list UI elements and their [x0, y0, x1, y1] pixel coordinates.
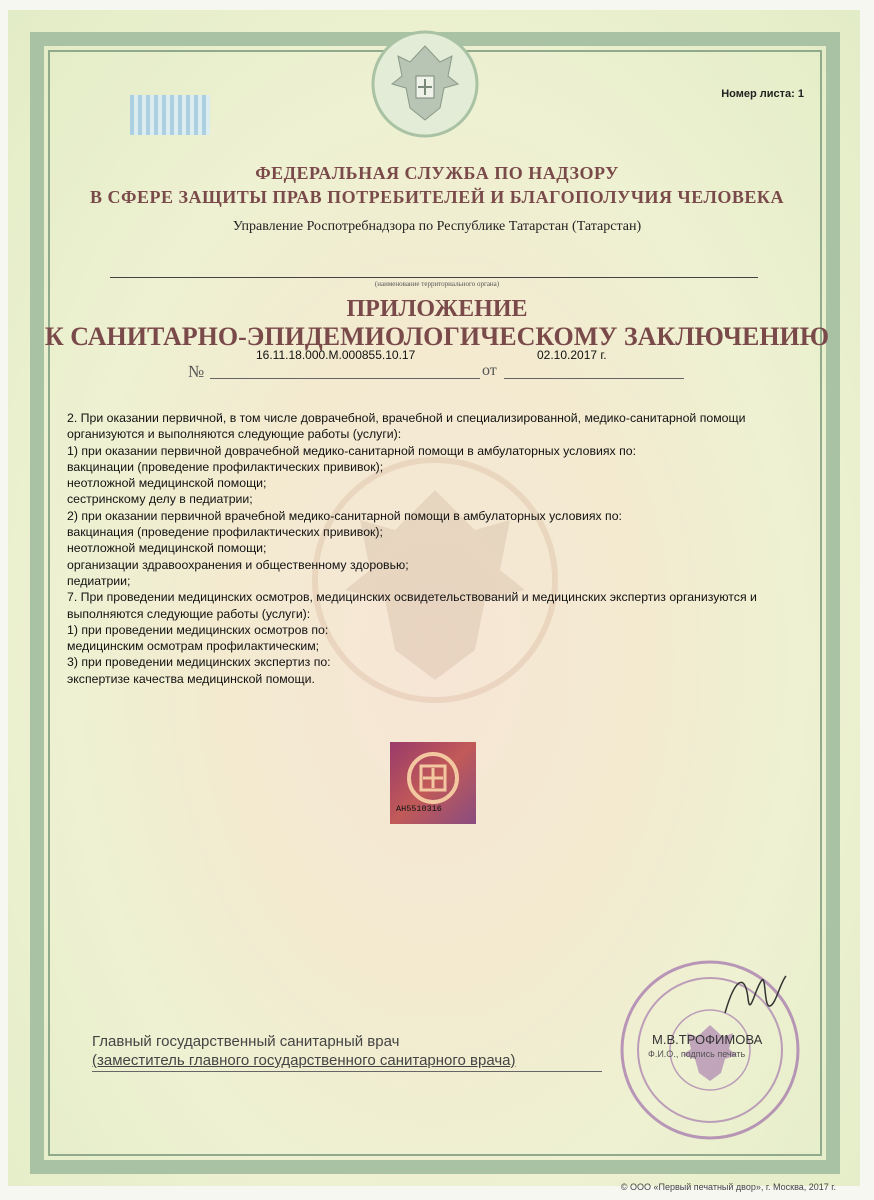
services-line: сестринскому делу в педиатрии;: [67, 492, 253, 507]
services-line: вакцинация (проведение профилактических прививок);: [67, 525, 383, 540]
services-line: 7. При проведении медицинских осмотров, медицинских освидетельствований и медицинских экспертиз организуются и: [67, 590, 757, 605]
services-line: неотложной медицинской помощи;: [67, 541, 267, 556]
services-line: выполняются следующие работы (услуги):: [67, 606, 311, 621]
services-line: организуются и выполняются следующие работы (услуги):: [67, 427, 402, 442]
date-label: от: [482, 362, 497, 379]
services-line: 2) при оказании первичной врачебной медико-санитарной помощи в амбулаторных условиях по:: [67, 508, 622, 523]
conclusion-date: 02.10.2017 г.: [537, 348, 607, 362]
services-line: 2. При оказании первичной, в том числе доврачебной, врачебной и специализированной, медико-санитарной помощи: [67, 411, 746, 425]
printer-credit: © ООО «Первый печатный двор», г. Москва, 2017 г.: [620, 1182, 836, 1192]
services-line: неотложной медицинской помощи;: [67, 476, 267, 491]
security-hologram-strip: [130, 95, 210, 135]
services-line: медицинским осмотрам профилактическим;: [67, 639, 320, 654]
document-title: ПРИЛОЖЕНИЕ: [346, 296, 528, 322]
services-line: вакцинации (проведение профилактических прививок);: [67, 459, 384, 474]
conclusion-number: 16.11.18.000.М.000855.10.17: [256, 348, 416, 362]
coat-of-arms-emblem-icon: [370, 24, 480, 144]
services-line: 1) при проведении медицинских осмотров по:: [67, 622, 329, 637]
number-underline: [210, 378, 480, 379]
services-line: педиатрии;: [67, 573, 131, 588]
hologram-sticker: [390, 742, 476, 824]
services-line: 3) при проведении медицинских экспертиз по:: [67, 655, 331, 670]
date-underline: [504, 378, 684, 379]
hologram-code: АН5510316: [396, 804, 442, 814]
number-label: №: [188, 362, 205, 381]
signer-caption: Ф.И.О., подпись печать: [648, 1049, 746, 1059]
services-line: экспертизе качества медицинской помощи.: [67, 671, 315, 686]
sheet-number: Номер листа: 1: [721, 88, 804, 100]
territorial-rule: [110, 277, 758, 278]
territorial-caption: (наименование территориального органа): [374, 280, 500, 288]
territorial-body: Управление Роспотребнадзора по Республике Татарстан (Татарстан): [232, 219, 642, 234]
signature-rule: [92, 1071, 602, 1072]
agency-name-line1: ФЕДЕРАЛЬНАЯ СЛУЖБА ПО НАДЗОРУ: [255, 163, 619, 183]
signatory-position: Главный государственный санитарный врач: [92, 1033, 400, 1050]
signatory-position-deputy: (заместитель главного государственного санитарного врача): [92, 1052, 516, 1069]
document-subtitle: К САНИТАРНО-ЭПИДЕМИОЛОГИЧЕСКОМУ ЗАКЛЮЧЕНИЮ: [44, 322, 830, 351]
services-list: [67, 410, 815, 687]
handwritten-signature-icon: [720, 968, 790, 1028]
agency-name-line2: В СФЕРЕ ЗАЩИТЫ ПРАВ ПОТРЕБИТЕЛЕЙ И БЛАГОПОЛУЧИЯ ЧЕЛОВЕКА: [90, 187, 784, 207]
services-line: 1) при оказании первичной доврачебной медико-санитарной помощи в амбулаторных условиях по:: [67, 443, 636, 458]
services-line: организации здравоохранения и общественному здоровью;: [67, 557, 409, 572]
signer-name: М.В.ТРОФИМОВА: [652, 1032, 763, 1047]
